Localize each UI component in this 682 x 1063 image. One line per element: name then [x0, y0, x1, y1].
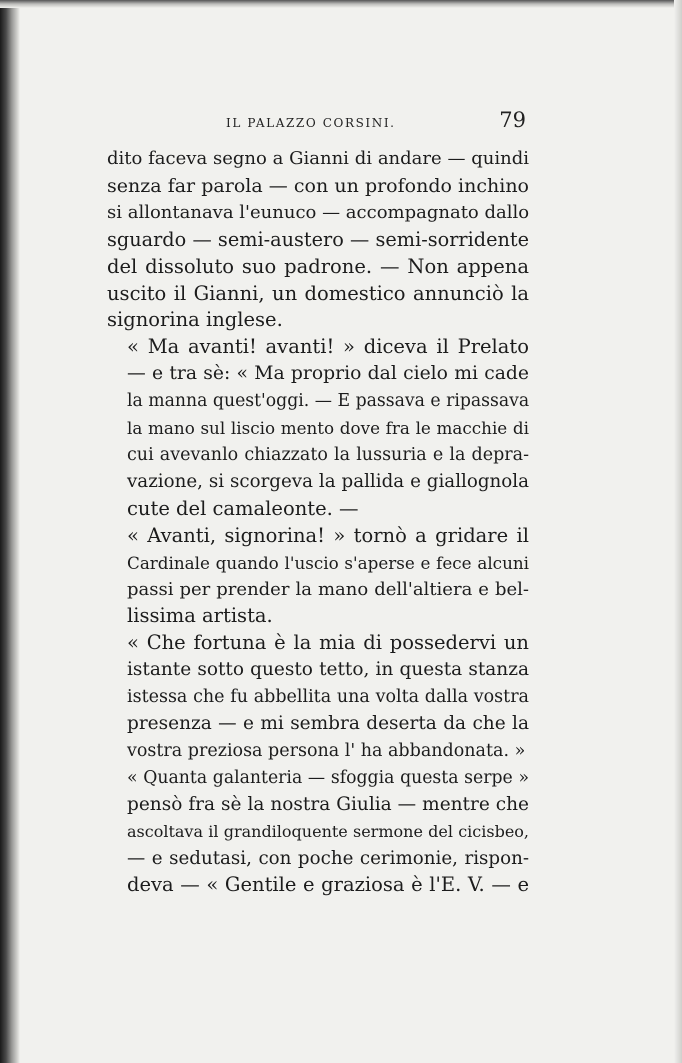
paragraph: [107, 765, 529, 900]
text-line: signorina inglese.: [107, 308, 283, 332]
text-line: — e tra sè: « Ma proprio dal cielo mi cade: [127, 363, 529, 385]
text-line: uscito il Gianni, un domestico annunciò la: [107, 281, 529, 305]
page-number: 79: [499, 108, 526, 132]
text-line: « Quanta galanteria — sfoggia questa serpe »: [127, 767, 529, 788]
scan-left-edge: [0, 0, 20, 1063]
text-line: vostra preziosa persona l' ha abbandonata. »: [127, 740, 526, 761]
paragraph: [107, 523, 529, 631]
text-line: senza far parola — con un profondo inchino: [107, 174, 529, 197]
text-line: vazione, si scorgeva la pallida e giallognola: [127, 470, 529, 492]
text-line: pensò fra sè la nostra Giulia — mentre che: [127, 793, 529, 815]
text-line: si allontanava l'eunuco — accompagnato dallo: [107, 201, 529, 223]
body-text: [107, 146, 529, 899]
text-line: passi per prender la mano dell'altiera e bel-: [127, 578, 529, 600]
text-line: sguardo — semi-austero — semi-sorridente: [107, 227, 529, 251]
text-line: — e sedutasi, con poche cerimonie, rispon-: [127, 847, 529, 869]
scan-top-edge: [0, 0, 682, 8]
text-line: Cardinale quando l'uscio s'aperse e fece alcuni: [127, 552, 529, 573]
paragraph: [107, 146, 529, 334]
text-line: istessa che fu abbellita una volta dalla vostra: [127, 687, 529, 708]
text-line: del dissoluto suo padrone. — Non appena: [107, 254, 529, 278]
text-line: ascoltava il grandiloquente sermone del cicisbeo,: [127, 821, 529, 841]
text-line: la mano sul liscio mento dove fra le macchie di: [127, 418, 529, 439]
text-line: cute del camaleonte. —: [127, 496, 359, 520]
text-line: cui avevanlo chiazzato la lussuria e la depra-: [127, 444, 529, 465]
text-line: « Che fortuna è la mia di possedervi un: [127, 631, 529, 655]
paragraph: [107, 334, 529, 522]
text-line: deva — « Gentile e graziosa è l'E. V. — e: [127, 873, 529, 897]
text-line: lissima artista.: [127, 604, 273, 628]
text-line: presenza — e mi sembra deserta da che la: [127, 713, 529, 735]
text-line: « Avanti, signorina! » tornò a gridare il: [127, 523, 529, 547]
paragraph: [107, 630, 529, 765]
text-line: « Ma avanti! avanti! » diceva il Prelato: [127, 335, 529, 359]
text-line: la manna quest'oggi. — E passava e ripassava: [127, 391, 529, 412]
running-title: IL PALAZZO CORSINI.: [226, 116, 396, 130]
text-line: istante sotto questo tetto, in questa stanza: [127, 659, 529, 681]
running-head: [104, 108, 532, 136]
scan-right-edge: [674, 0, 682, 1063]
text-line: dito faceva segno a Gianni di andare — quindi: [107, 148, 529, 169]
